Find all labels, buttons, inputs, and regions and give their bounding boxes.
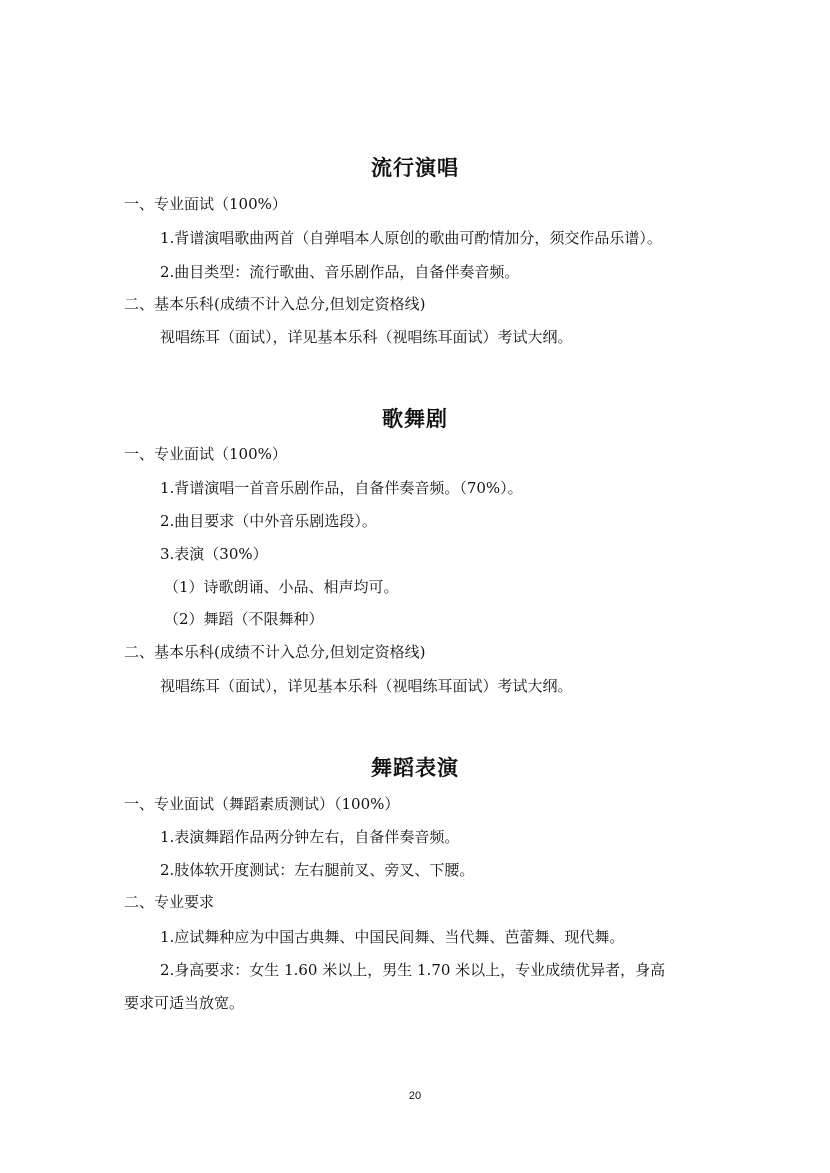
list-item: 1.背谱演唱歌曲两首（自弹唱本人原创的歌曲可酌情加分，须交作品乐谱）。 (160, 229, 662, 247)
heading-professional-requirements: 二、专业要求 (124, 893, 215, 911)
list-item: 2.曲目类型：流行歌曲、音乐剧作品，自备伴奏音频。 (160, 263, 520, 281)
heading-professional-interview: 一、专业面试（100%） (124, 445, 287, 463)
list-item: 1.应试舞种应为中国古典舞、中国民间舞、当代舞、芭蕾舞、现代舞。 (160, 928, 625, 946)
heading-professional-interview: 一、专业面试（100%） (124, 195, 287, 213)
section-title-musical-theatre: 歌舞剧 (382, 406, 448, 431)
paragraph: 视唱练耳（面试），详见基本乐科（视唱练耳面试）考试大纲。 (160, 328, 573, 346)
heading-professional-interview: 一、专业面试（舞蹈素质测试）（100%） (124, 795, 400, 813)
sub-list-item: （2）舞蹈（不限舞种） (164, 610, 324, 628)
list-item: 2.肢体软开度测试：左右腿前叉、旁叉、下腰。 (160, 861, 475, 879)
list-item-continuation: 要求可适当放宽。 (124, 994, 245, 1012)
heading-basic-music-theory: 二、基本乐科(成绩不计入总分,但划定资格线) (124, 295, 426, 313)
list-item: 2.身高要求：女生 1.60 米以上，男生 1.70 米以上，专业成绩优异者，身高 (160, 961, 666, 979)
paragraph: 视唱练耳（面试），详见基本乐科（视唱练耳面试）考试大纲。 (160, 677, 573, 695)
list-item: 3.表演（30%） (160, 545, 268, 563)
list-item: 1.背谱演唱一首音乐剧作品，自备伴奏音频。（70%）。 (160, 479, 523, 497)
section-title-pop-singing: 流行演唱 (371, 155, 459, 180)
list-item: 2.曲目要求（中外音乐剧选段）。 (160, 512, 377, 530)
page-number: 20 (408, 1090, 422, 1102)
heading-basic-music-theory: 二、基本乐科(成绩不计入总分,但划定资格线) (124, 643, 426, 661)
sub-list-item: （1）诗歌朗诵、小品、相声均可。 (164, 578, 399, 596)
list-item: 1.表演舞蹈作品两分钟左右，自备伴奏音频。 (160, 828, 460, 846)
section-title-dance-performance: 舞蹈表演 (371, 755, 459, 780)
